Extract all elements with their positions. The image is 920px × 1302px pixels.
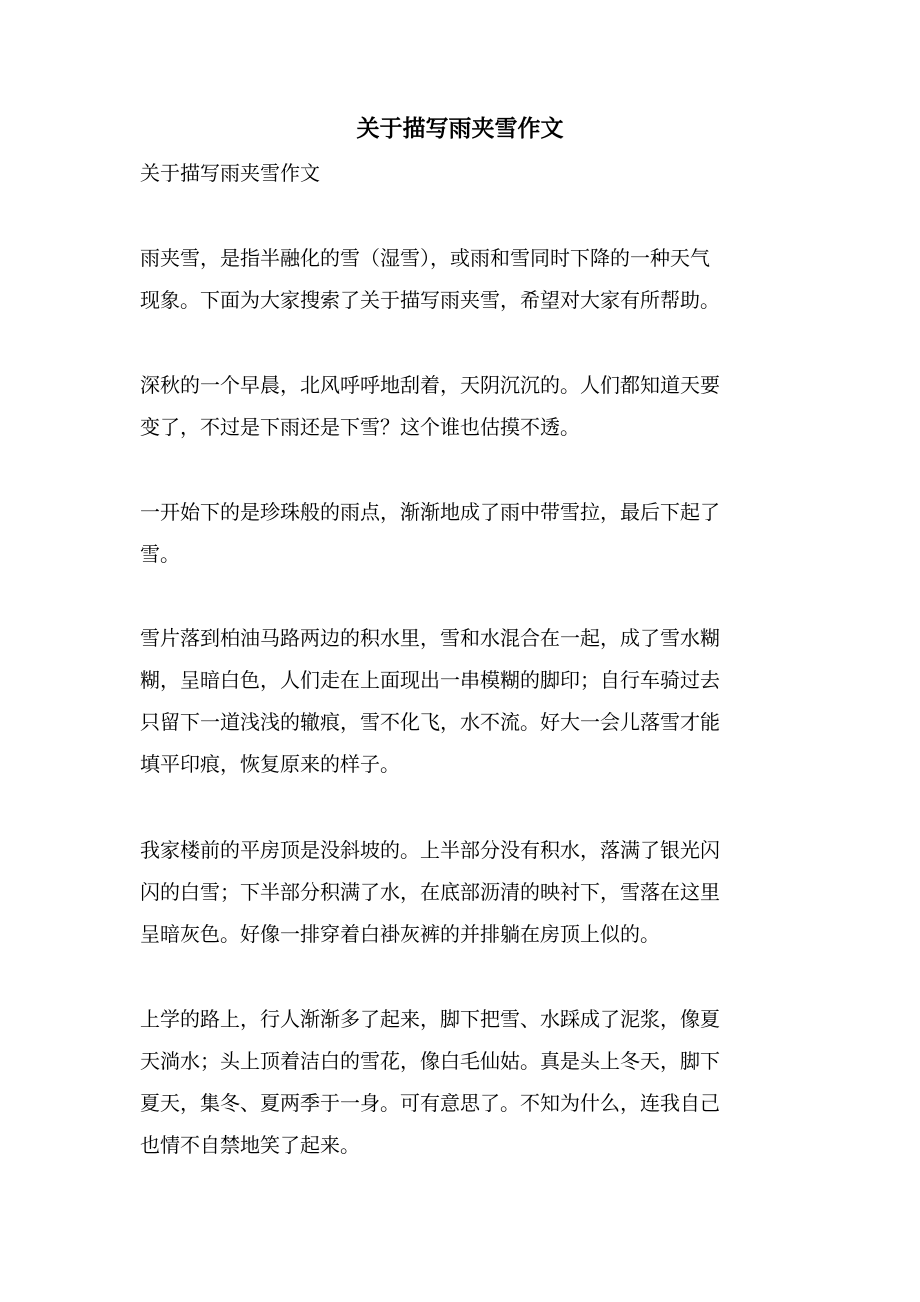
paragraph-line: 也情不自禁地笑了起来。 xyxy=(140,1133,360,1157)
paragraph-line: 雨夹雪，是指半融化的雪（湿雪），或雨和雪同时下降的一种天气 xyxy=(140,246,710,270)
paragraph-line: 我家楼前的平房顶是没斜坡的。上半部分没有积水，落满了银光闪 xyxy=(140,838,720,862)
document-subtitle: 关于描写雨夹雪作文 xyxy=(140,161,320,185)
paragraph-line: 一开始下的是珍珠般的雨点，渐渐地成了雨中带雪拉，最后下起了 xyxy=(140,500,720,524)
paragraph-line: 只留下一道浅浅的辙痕，雪不化飞，水不流。好大一会儿落雪才能 xyxy=(140,710,720,734)
paragraph-line: 夏天，集冬、夏两季于一身。可有意思了。不知为什么，连我自己 xyxy=(140,1091,720,1115)
paragraph-4 xyxy=(140,617,790,785)
paragraph-line: 糊，呈暗白色，人们走在上面现出一串模糊的脚印；自行车骑过去 xyxy=(140,668,720,692)
paragraph-line: 呈暗灰色。好像一排穿着白褂灰裤的并排躺在房顶上似的。 xyxy=(140,922,660,946)
paragraph-line: 深秋的一个早晨，北风呼呼地刮着，天阴沉沉的。人们都知道天要 xyxy=(140,373,720,397)
paragraph-5 xyxy=(140,829,790,955)
paragraph-line: 填平印痕，恢复原来的样子。 xyxy=(140,752,400,776)
paragraph-3 xyxy=(140,491,790,575)
paragraph-line: 天淌水；头上顶着洁白的雪花，像白毛仙姑。真是头上冬天，脚下 xyxy=(140,1049,720,1073)
paragraph-line: 雪。 xyxy=(140,542,180,566)
paragraph-6 xyxy=(140,998,790,1166)
paragraph-line: 变了，不过是下雨还是下雪？这个谁也估摸不透。 xyxy=(140,415,580,439)
paragraph-2 xyxy=(140,364,790,448)
paragraph-1 xyxy=(140,237,790,321)
paragraph-line: 雪片落到柏油马路两边的积水里，雪和水混合在一起，成了雪水糊 xyxy=(140,626,720,650)
paragraph-line: 现象。下面为大家搜索了关于描写雨夹雪，希望对大家有所帮助。 xyxy=(140,288,720,312)
document-title: 关于描写雨夹雪作文 xyxy=(356,115,564,142)
paragraph-line: 上学的路上，行人渐渐多了起来，脚下把雪、水踩成了泥浆，像夏 xyxy=(140,1007,720,1031)
paragraph-line: 闪的白雪；下半部分积满了水，在底部沥清的映衬下，雪落在这里 xyxy=(140,880,720,904)
